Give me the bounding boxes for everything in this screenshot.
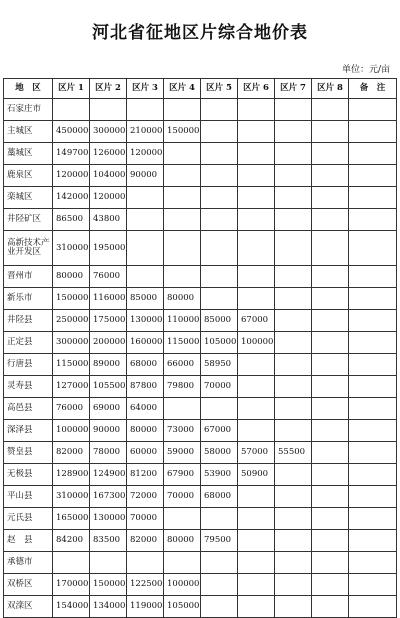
zone-1-price-cell: 165000	[53, 508, 90, 530]
region-name-cell: 石家庄市	[4, 99, 53, 121]
zone-7-price-cell	[275, 310, 312, 332]
header-remarks: 备 注	[349, 79, 397, 99]
zone-8-price-cell	[312, 530, 349, 552]
zone-7-price-cell	[275, 398, 312, 420]
zone-2-price-cell: 69000	[90, 398, 127, 420]
remarks-cell	[349, 121, 397, 143]
region-name-cell: 井陉矿区	[4, 209, 53, 231]
zone-8-price-cell	[312, 332, 349, 354]
table-row	[4, 209, 397, 231]
remarks-cell	[349, 574, 397, 596]
table-row	[4, 266, 397, 288]
zone-1-price-cell: 86500	[53, 209, 90, 231]
zone-7-price-cell	[275, 288, 312, 310]
zone-5-price-cell: 79500	[201, 530, 238, 552]
remarks-cell	[349, 288, 397, 310]
zone-1-price-cell: 142000	[53, 187, 90, 209]
zone-1-price-cell: 300000	[53, 332, 90, 354]
zone-4-price-cell	[164, 508, 201, 530]
zone-2-price-cell: 116000	[90, 288, 127, 310]
remarks-cell	[349, 209, 397, 231]
zone-6-price-cell	[238, 209, 275, 231]
header-region: 地 区	[4, 79, 53, 99]
zone-6-price-cell	[238, 121, 275, 143]
zone-8-price-cell	[312, 121, 349, 143]
remarks-cell	[349, 420, 397, 442]
zone-4-price-cell: 105000	[164, 596, 201, 618]
zone-5-price-cell	[201, 121, 238, 143]
zone-6-price-cell: 67000	[238, 310, 275, 332]
table-row	[4, 376, 397, 398]
zone-6-price-cell	[238, 596, 275, 618]
zone-5-price-cell: 68000	[201, 486, 238, 508]
zone-5-price-cell: 67000	[201, 420, 238, 442]
zone-4-price-cell	[164, 266, 201, 288]
zone-8-price-cell	[312, 143, 349, 165]
zone-8-price-cell	[312, 165, 349, 187]
zone-8-price-cell	[312, 574, 349, 596]
zone-1-price-cell: 120000	[53, 165, 90, 187]
table-header-row	[4, 79, 397, 99]
zone-1-price-cell: 128900	[53, 464, 90, 486]
zone-2-price-cell: 78000	[90, 442, 127, 464]
zone-4-price-cell: 150000	[164, 121, 201, 143]
zone-3-price-cell: 119000	[127, 596, 164, 618]
zone-3-price-cell: 70000	[127, 508, 164, 530]
zone-4-price-cell	[164, 552, 201, 574]
remarks-cell	[349, 266, 397, 288]
table-row	[4, 552, 397, 574]
zone-8-price-cell	[312, 310, 349, 332]
region-name-cell: 无极县	[4, 464, 53, 486]
zone-8-price-cell	[312, 420, 349, 442]
zone-6-price-cell	[238, 288, 275, 310]
region-name-cell: 正定县	[4, 332, 53, 354]
header-zone-6: 区片 6	[238, 79, 275, 99]
zone-3-price-cell: 60000	[127, 442, 164, 464]
region-name-cell: 深泽县	[4, 420, 53, 442]
zone-1-price-cell: 76000	[53, 398, 90, 420]
zone-1-price-cell: 80000	[53, 266, 90, 288]
zone-5-price-cell: 58950	[201, 354, 238, 376]
remarks-cell	[349, 530, 397, 552]
table-row	[4, 574, 397, 596]
zone-8-price-cell	[312, 486, 349, 508]
zone-4-price-cell	[164, 143, 201, 165]
zone-4-price-cell: 59000	[164, 442, 201, 464]
table-row	[4, 420, 397, 442]
zone-6-price-cell	[238, 530, 275, 552]
region-name-cell: 行唐县	[4, 354, 53, 376]
page-title: 河北省征地区片综合地价表	[92, 23, 308, 43]
zone-7-price-cell	[275, 143, 312, 165]
zone-2-price-cell	[90, 552, 127, 574]
zone-2-price-cell: 120000	[90, 187, 127, 209]
region-name-cell: 双桥区	[4, 574, 53, 596]
region-name-cell: 双滦区	[4, 596, 53, 618]
zone-7-price-cell	[275, 376, 312, 398]
region-name-cell: 元氏县	[4, 508, 53, 530]
table-row	[4, 486, 397, 508]
zone-6-price-cell	[238, 266, 275, 288]
zone-2-price-cell: 105500	[90, 376, 127, 398]
table-body	[4, 99, 397, 618]
zone-5-price-cell	[201, 266, 238, 288]
zone-2-price-cell: 90000	[90, 420, 127, 442]
table-row	[4, 187, 397, 209]
zone-7-price-cell	[275, 574, 312, 596]
zone-6-price-cell	[238, 420, 275, 442]
table-row	[4, 398, 397, 420]
zone-8-price-cell	[312, 209, 349, 231]
region-name-cell: 鹿泉区	[4, 165, 53, 187]
zone-4-price-cell: 110000	[164, 310, 201, 332]
zone-2-price-cell: 200000	[90, 332, 127, 354]
zone-6-price-cell: 50900	[238, 464, 275, 486]
zone-3-price-cell: 90000	[127, 165, 164, 187]
region-name-cell: 平山县	[4, 486, 53, 508]
zone-5-price-cell	[201, 209, 238, 231]
zone-6-price-cell	[238, 376, 275, 398]
zone-7-price-cell	[275, 486, 312, 508]
zone-4-price-cell: 100000	[164, 574, 201, 596]
region-name-cell: 晋州市	[4, 266, 53, 288]
zone-2-price-cell: 104000	[90, 165, 127, 187]
header-zone-5: 区片 5	[201, 79, 238, 99]
zone-8-price-cell	[312, 552, 349, 574]
remarks-cell	[349, 552, 397, 574]
zone-4-price-cell: 80000	[164, 288, 201, 310]
header-zone-4: 区片 4	[164, 79, 201, 99]
zone-5-price-cell	[201, 508, 238, 530]
zone-7-price-cell	[275, 596, 312, 618]
zone-7-price-cell	[275, 266, 312, 288]
zone-5-price-cell: 105000	[201, 332, 238, 354]
remarks-cell	[349, 231, 397, 266]
zone-2-price-cell: 195000	[90, 231, 127, 266]
zone-5-price-cell: 58000	[201, 442, 238, 464]
remarks-cell	[349, 165, 397, 187]
region-name-cell: 高邑县	[4, 398, 53, 420]
zone-5-price-cell	[201, 596, 238, 618]
zone-6-price-cell: 100000	[238, 332, 275, 354]
zone-8-price-cell	[312, 288, 349, 310]
remarks-cell	[349, 442, 397, 464]
zone-6-price-cell: 57000	[238, 442, 275, 464]
zone-6-price-cell	[238, 187, 275, 209]
zone-1-price-cell: 310000	[53, 486, 90, 508]
region-name-cell: 主城区	[4, 121, 53, 143]
remarks-cell	[349, 486, 397, 508]
zone-7-price-cell	[275, 121, 312, 143]
zone-4-price-cell: 67900	[164, 464, 201, 486]
zone-3-price-cell: 130000	[127, 310, 164, 332]
zone-5-price-cell	[201, 99, 238, 121]
zone-5-price-cell	[201, 552, 238, 574]
zone-5-price-cell	[201, 143, 238, 165]
header-zone-1: 区片 1	[53, 79, 90, 99]
zone-3-price-cell: 72000	[127, 486, 164, 508]
region-name-cell: 赵 县	[4, 530, 53, 552]
zone-1-price-cell: 115000	[53, 354, 90, 376]
zone-6-price-cell	[238, 143, 275, 165]
header-zone-8: 区片 8	[312, 79, 349, 99]
remarks-cell	[349, 354, 397, 376]
remarks-cell	[349, 143, 397, 165]
zone-1-price-cell	[53, 552, 90, 574]
zone-3-price-cell: 120000	[127, 143, 164, 165]
table-row	[4, 143, 397, 165]
zone-5-price-cell: 53900	[201, 464, 238, 486]
zone-1-price-cell: 170000	[53, 574, 90, 596]
zone-2-price-cell: 89000	[90, 354, 127, 376]
zone-4-price-cell	[164, 99, 201, 121]
zone-4-price-cell: 79800	[164, 376, 201, 398]
zone-3-price-cell: 64000	[127, 398, 164, 420]
zone-1-price-cell: 127000	[53, 376, 90, 398]
zone-7-price-cell: 55500	[275, 442, 312, 464]
zone-3-price-cell: 82000	[127, 530, 164, 552]
zone-8-price-cell	[312, 398, 349, 420]
zone-3-price-cell: 81200	[127, 464, 164, 486]
zone-7-price-cell	[275, 508, 312, 530]
zone-6-price-cell	[238, 354, 275, 376]
zone-8-price-cell	[312, 99, 349, 121]
remarks-cell	[349, 310, 397, 332]
zone-8-price-cell	[312, 508, 349, 530]
zone-3-price-cell	[127, 552, 164, 574]
zone-6-price-cell	[238, 508, 275, 530]
remarks-cell	[349, 187, 397, 209]
remarks-cell	[349, 596, 397, 618]
zone-2-price-cell: 300000	[90, 121, 127, 143]
zone-3-price-cell: 160000	[127, 332, 164, 354]
region-name-cell: 栾城区	[4, 187, 53, 209]
zone-5-price-cell	[201, 165, 238, 187]
table-row	[4, 310, 397, 332]
header-zone-7: 区片 7	[275, 79, 312, 99]
table-row	[4, 354, 397, 376]
zone-7-price-cell	[275, 464, 312, 486]
header-zone-3: 区片 3	[127, 79, 164, 99]
zone-2-price-cell: 43800	[90, 209, 127, 231]
zone-7-price-cell	[275, 209, 312, 231]
zone-4-price-cell	[164, 209, 201, 231]
zone-8-price-cell	[312, 231, 349, 266]
table-row	[4, 442, 397, 464]
zone-5-price-cell: 70000	[201, 376, 238, 398]
zone-7-price-cell	[275, 354, 312, 376]
zone-5-price-cell	[201, 398, 238, 420]
zone-1-price-cell: 84200	[53, 530, 90, 552]
zone-2-price-cell: 134000	[90, 596, 127, 618]
remarks-cell	[349, 398, 397, 420]
zone-8-price-cell	[312, 464, 349, 486]
zone-7-price-cell	[275, 99, 312, 121]
zone-8-price-cell	[312, 354, 349, 376]
zone-8-price-cell	[312, 596, 349, 618]
table-row	[4, 165, 397, 187]
zone-4-price-cell	[164, 165, 201, 187]
zone-7-price-cell	[275, 530, 312, 552]
zone-7-price-cell	[275, 187, 312, 209]
zone-2-price-cell: 167300	[90, 486, 127, 508]
zone-1-price-cell	[53, 99, 90, 121]
region-name-cell: 藁城区	[4, 143, 53, 165]
zone-2-price-cell: 175000	[90, 310, 127, 332]
region-name-cell: 高新技术产业开发区	[4, 231, 53, 266]
zone-8-price-cell	[312, 442, 349, 464]
zone-3-price-cell: 80000	[127, 420, 164, 442]
zone-4-price-cell	[164, 231, 201, 266]
zone-8-price-cell	[312, 266, 349, 288]
zone-4-price-cell: 115000	[164, 332, 201, 354]
zone-1-price-cell: 310000	[53, 231, 90, 266]
zone-1-price-cell: 150000	[53, 288, 90, 310]
zone-5-price-cell: 85000	[201, 310, 238, 332]
zone-6-price-cell	[238, 486, 275, 508]
table-row	[4, 121, 397, 143]
zone-3-price-cell	[127, 266, 164, 288]
zone-5-price-cell	[201, 231, 238, 266]
zone-4-price-cell	[164, 187, 201, 209]
zone-7-price-cell	[275, 332, 312, 354]
zone-4-price-cell: 80000	[164, 530, 201, 552]
zone-3-price-cell: 85000	[127, 288, 164, 310]
zone-1-price-cell: 450000	[53, 121, 90, 143]
zone-7-price-cell	[275, 552, 312, 574]
region-name-cell: 赞皇县	[4, 442, 53, 464]
zone-3-price-cell: 122500	[127, 574, 164, 596]
zone-4-price-cell	[164, 398, 201, 420]
zone-4-price-cell: 66000	[164, 354, 201, 376]
zone-1-price-cell: 154000	[53, 596, 90, 618]
table-row	[4, 530, 397, 552]
zone-8-price-cell	[312, 376, 349, 398]
zone-2-price-cell: 124900	[90, 464, 127, 486]
zone-1-price-cell: 82000	[53, 442, 90, 464]
region-name-cell: 灵寿县	[4, 376, 53, 398]
zone-4-price-cell: 73000	[164, 420, 201, 442]
table-row	[4, 231, 397, 266]
unit-label: 单位：元/亩	[341, 65, 390, 75]
remarks-cell	[349, 508, 397, 530]
table-row	[4, 508, 397, 530]
zone-2-price-cell	[90, 99, 127, 121]
remarks-cell	[349, 332, 397, 354]
zone-7-price-cell	[275, 165, 312, 187]
zone-6-price-cell	[238, 552, 275, 574]
zone-5-price-cell	[201, 288, 238, 310]
region-name-cell: 井陉县	[4, 310, 53, 332]
zone-3-price-cell	[127, 231, 164, 266]
zone-2-price-cell: 126000	[90, 143, 127, 165]
zone-4-price-cell: 70000	[164, 486, 201, 508]
table-row	[4, 99, 397, 121]
zone-1-price-cell: 149700	[53, 143, 90, 165]
zone-3-price-cell	[127, 187, 164, 209]
region-name-cell: 新乐市	[4, 288, 53, 310]
zone-6-price-cell	[238, 574, 275, 596]
zone-7-price-cell	[275, 420, 312, 442]
zone-5-price-cell	[201, 574, 238, 596]
zone-3-price-cell	[127, 99, 164, 121]
zone-3-price-cell	[127, 209, 164, 231]
zone-2-price-cell: 83500	[90, 530, 127, 552]
table-row	[4, 596, 397, 618]
zone-3-price-cell: 68000	[127, 354, 164, 376]
zone-2-price-cell: 150000	[90, 574, 127, 596]
remarks-cell	[349, 464, 397, 486]
zone-6-price-cell	[238, 398, 275, 420]
zone-1-price-cell: 100000	[53, 420, 90, 442]
zone-2-price-cell: 76000	[90, 266, 127, 288]
table-row	[4, 288, 397, 310]
zone-3-price-cell: 210000	[127, 121, 164, 143]
land-price-table	[3, 78, 397, 618]
table-row	[4, 332, 397, 354]
zone-8-price-cell	[312, 187, 349, 209]
remarks-cell	[349, 376, 397, 398]
zone-1-price-cell: 250000	[53, 310, 90, 332]
zone-6-price-cell	[238, 99, 275, 121]
remarks-cell	[349, 99, 397, 121]
table-row	[4, 464, 397, 486]
zone-7-price-cell	[275, 231, 312, 266]
zone-6-price-cell	[238, 165, 275, 187]
zone-3-price-cell: 87800	[127, 376, 164, 398]
zone-2-price-cell: 130000	[90, 508, 127, 530]
zone-5-price-cell	[201, 187, 238, 209]
header-zone-2: 区片 2	[90, 79, 127, 99]
region-name-cell: 承德市	[4, 552, 53, 574]
zone-6-price-cell	[238, 231, 275, 266]
